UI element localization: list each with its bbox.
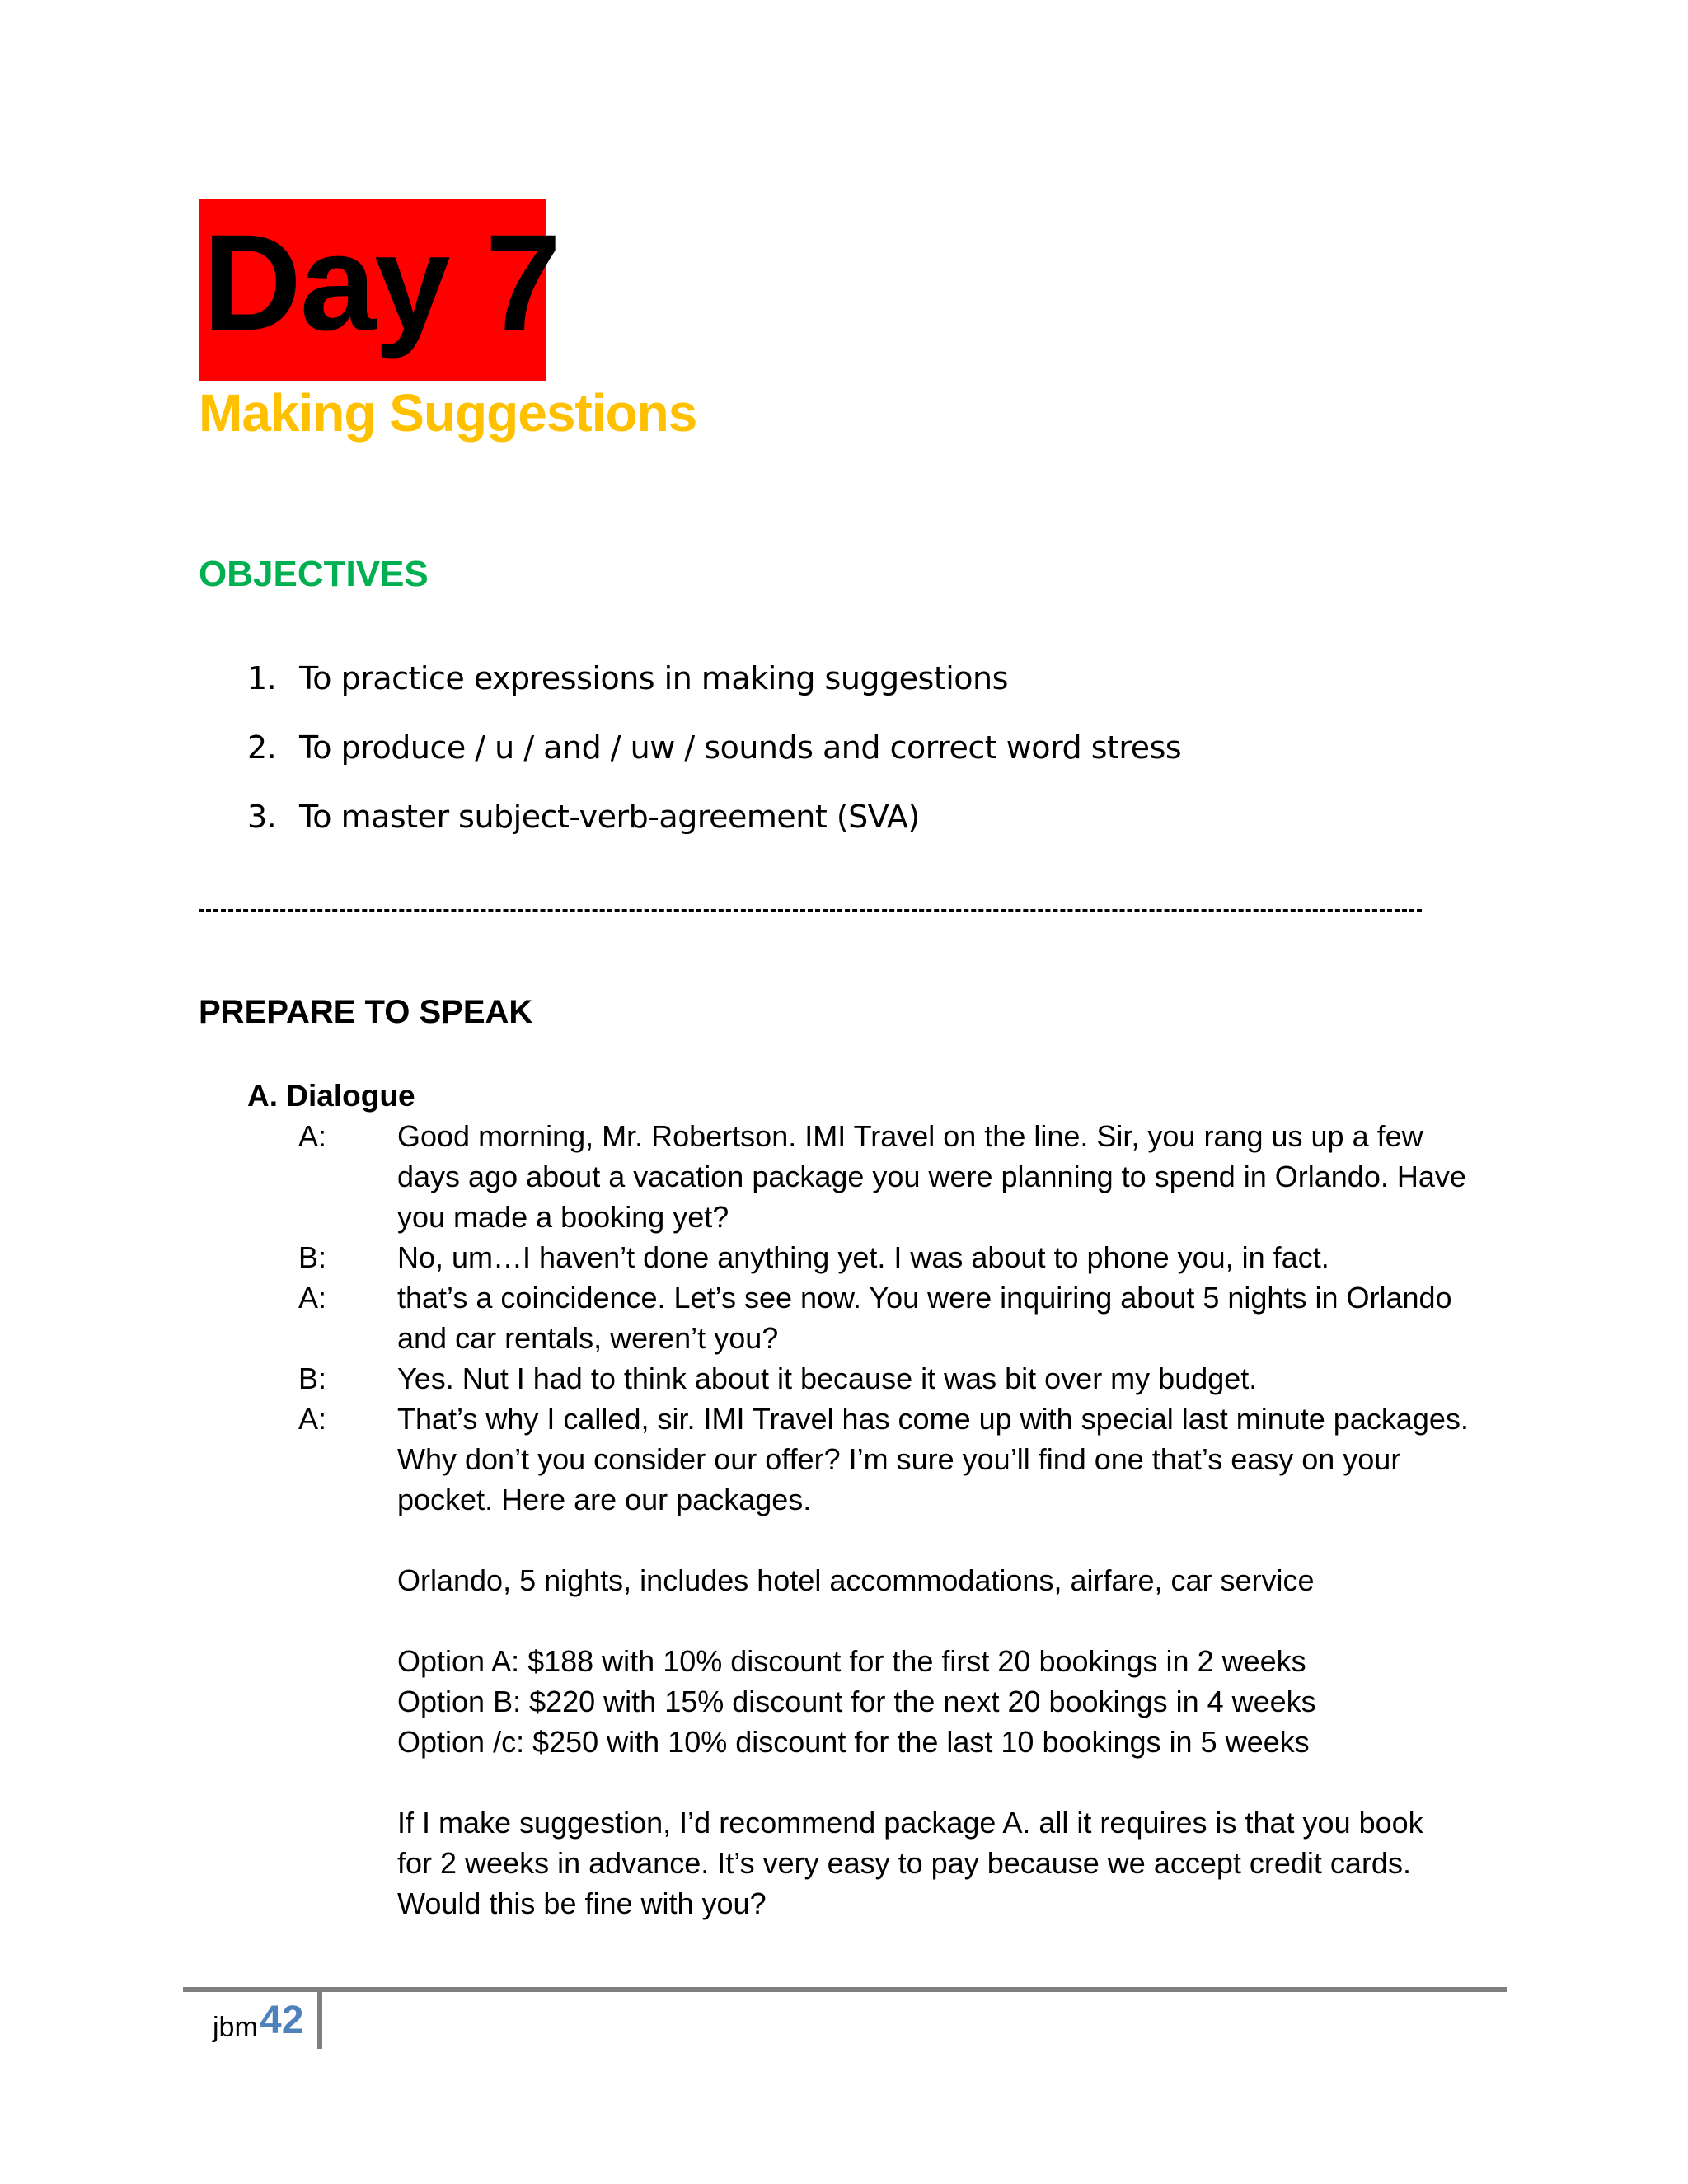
footer-separator xyxy=(317,1990,322,2049)
objective-number: 2. xyxy=(247,729,277,766)
package-option: Option B: $220 with 15% discount for the next 20 bookings in 4 weeks xyxy=(397,1685,1316,1718)
objectives-heading: OBJECTIVES xyxy=(199,554,429,594)
dialogue-line: Yes. Nut I had to think about it because it was bit over my budget. xyxy=(397,1361,1258,1395)
footer-rule xyxy=(183,1987,1507,1992)
dialogue-line: Why don’t you consider our offer? I’m sure you’ll find one that’s easy on your xyxy=(397,1442,1401,1476)
dialogue-speaker: A: xyxy=(298,1281,327,1315)
dialogue-line: and car rentals, weren’t you? xyxy=(397,1321,779,1355)
dialogue-speaker: A: xyxy=(298,1119,327,1153)
objective-text: To produce / u / and / uw / sounds and correct word stress xyxy=(299,729,1182,766)
dialogue-speaker: B: xyxy=(298,1361,327,1395)
dialogue-line: If I make suggestion, I’d recommend package A. all it requires is that you book xyxy=(397,1806,1423,1840)
dialogue-line: pocket. Here are our packages. xyxy=(397,1483,812,1516)
dialogue-heading: A. Dialogue xyxy=(247,1079,415,1113)
dialogue-line: No, um…I haven’t done anything yet. I was about to phone you, in fact. xyxy=(397,1240,1329,1274)
objective-text: To practice expressions in making suggestions xyxy=(299,660,1008,696)
dialogue-speaker: B: xyxy=(298,1240,327,1274)
package-option: Option A: $188 with 10% discount for the first 20 bookings in 2 weeks xyxy=(397,1644,1306,1678)
dialogue-line: days ago about a vacation package you were planning to spend in Orlando. Have xyxy=(397,1160,1466,1193)
section-divider xyxy=(199,909,1422,912)
day-title: Day 7 xyxy=(203,207,560,359)
package-description: Orlando, 5 nights, includes hotel accommodations, airfare, car service xyxy=(397,1563,1315,1597)
objective-number: 3. xyxy=(247,799,277,835)
package-option: Option /c: $250 with 10% discount for the last 10 bookings in 5 weeks xyxy=(397,1725,1310,1759)
dialogue-line: you made a booking yet? xyxy=(397,1200,729,1234)
objective-text: To master subject-verb-agreement (SVA) xyxy=(299,799,920,835)
prepare-heading: PREPARE TO SPEAK xyxy=(199,994,533,1030)
dialogue-line: That’s why I called, sir. IMI Travel has come up with special last minute packages. xyxy=(397,1402,1469,1436)
lesson-subtitle: Making Suggestions xyxy=(199,383,697,443)
dialogue-speaker: A: xyxy=(298,1402,327,1436)
objective-number: 1. xyxy=(247,660,277,696)
dialogue-line: for 2 weeks in advance. It’s very easy to pay because we accept credit cards. xyxy=(397,1846,1411,1880)
footer-author: jbm xyxy=(213,2012,258,2043)
page-number: 42 xyxy=(260,1999,304,2042)
dialogue-line: Would this be fine with you? xyxy=(397,1886,767,1920)
dialogue-line: Good morning, Mr. Robertson. IMI Travel on the line. Sir, you rang us up a few xyxy=(397,1119,1423,1153)
dialogue-line: that’s a coincidence. Let’s see now. You were inquiring about 5 nights in Orlando xyxy=(397,1281,1452,1315)
